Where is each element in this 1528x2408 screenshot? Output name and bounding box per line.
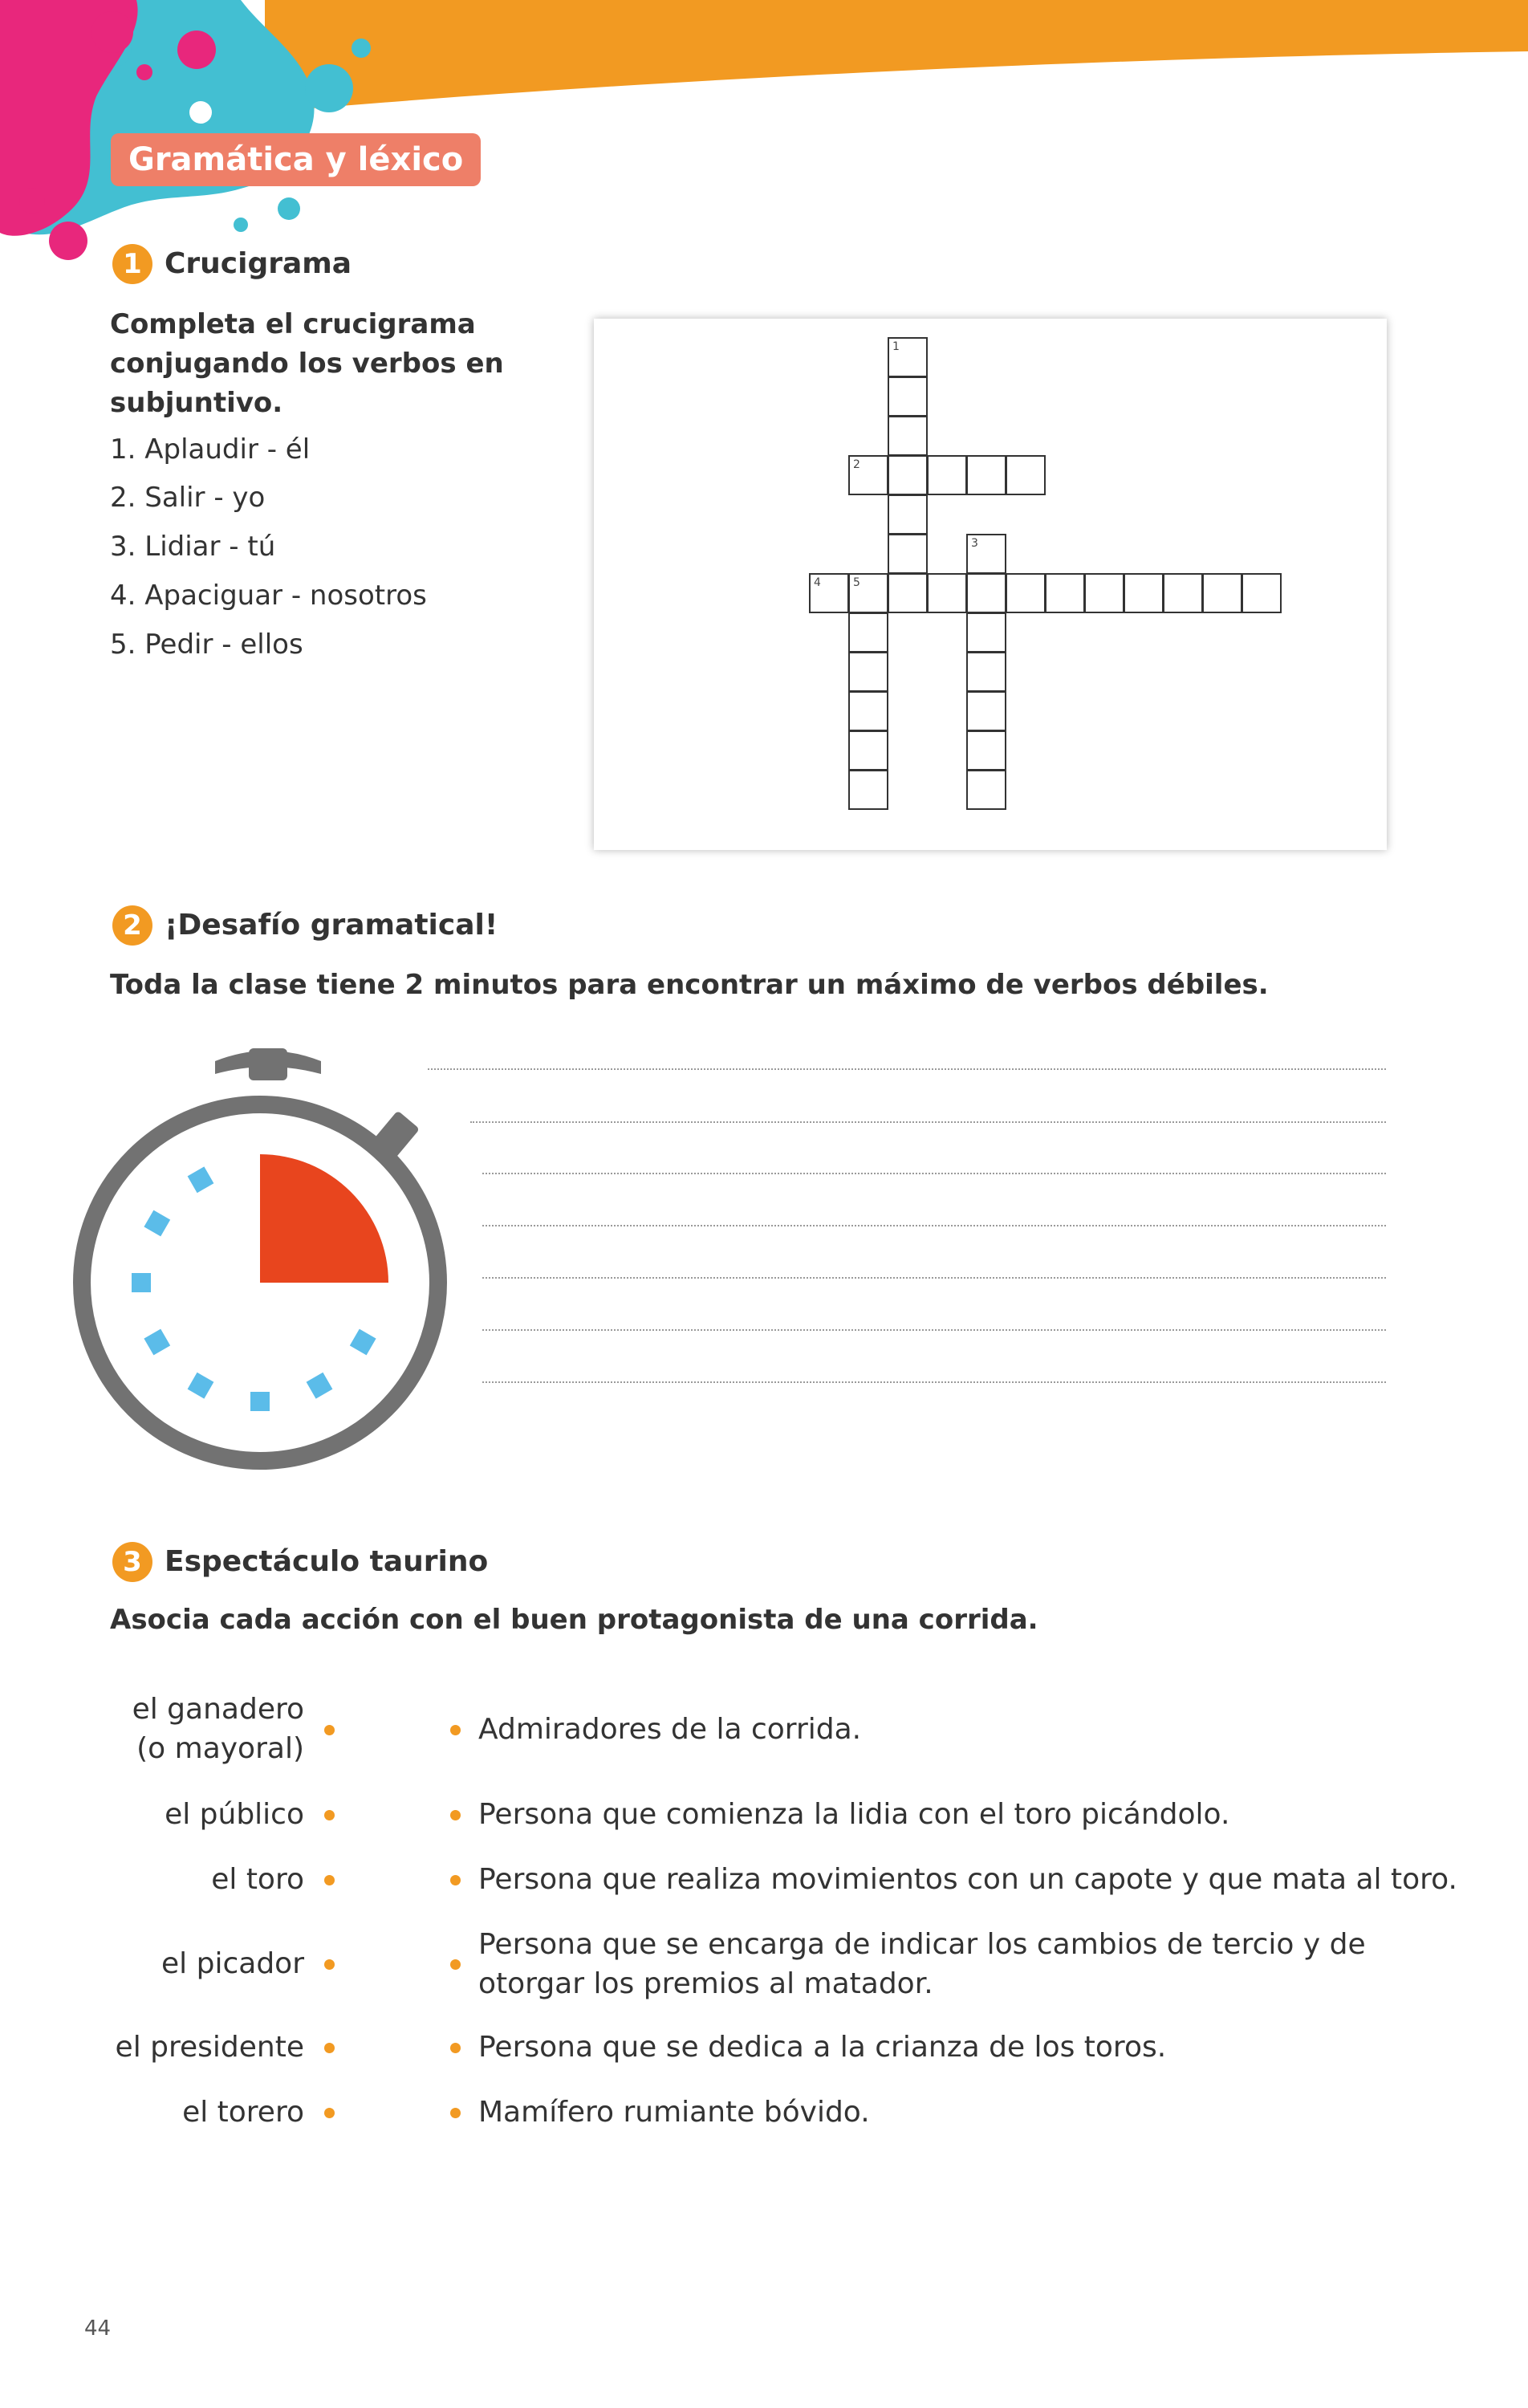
crossword-panel — [594, 319, 1387, 850]
match-dot-right[interactable] — [450, 1810, 461, 1820]
crossword-cell[interactable] — [966, 770, 1006, 810]
match-dot-right[interactable] — [450, 1725, 461, 1735]
protagonist-picador: el picador — [161, 1947, 304, 1980]
match-dot-right[interactable] — [450, 2043, 461, 2053]
crossword-cell[interactable] — [888, 376, 928, 417]
crossword-number: 4 — [814, 576, 821, 589]
protagonist-torero: el torero — [182, 2096, 304, 2129]
exercise-1-title: Crucigrama — [165, 247, 352, 280]
instruction-line: Completa el crucigrama — [110, 308, 476, 340]
exercise-2-number: 2 — [112, 905, 152, 946]
section-title: Gramática y léxico — [111, 133, 481, 186]
crossword-cell[interactable] — [888, 494, 928, 535]
instruction-line: subjuntivo. — [110, 387, 283, 419]
answer-line[interactable] — [482, 1381, 1386, 1383]
exercise-3-title: Espectáculo taurino — [165, 1545, 489, 1578]
exercise-3-instruction: Asocia cada acción con el buen protagonista de una corrida. — [110, 1604, 1038, 1636]
exercise-2-instruction: Toda la clase tiene 2 minutos para encontrar un máximo de verbos débiles. — [110, 969, 1269, 1001]
crossword-cell[interactable] — [1045, 573, 1085, 613]
match-dot-right[interactable] — [450, 1875, 461, 1885]
protagonist-ganadero — [132, 1690, 304, 1768]
match-dot-left[interactable] — [324, 1875, 335, 1885]
match-dot-right[interactable] — [450, 1959, 461, 1970]
crossword-cell[interactable] — [848, 691, 888, 731]
crossword-cell[interactable] — [1006, 573, 1046, 613]
exercise-1-instruction — [110, 305, 504, 423]
orange-banner — [265, 0, 1528, 112]
exercise-2-title: ¡Desafío gramatical! — [165, 909, 498, 942]
crossword-cell[interactable] — [888, 455, 928, 495]
match-dot-left[interactable] — [324, 2043, 335, 2053]
crossword-cell[interactable] — [1242, 573, 1282, 613]
exercise-1-number: 1 — [112, 244, 152, 284]
match-dot-left[interactable] — [324, 1959, 335, 1970]
crossword-cell[interactable] — [848, 730, 888, 771]
crossword-cell[interactable] — [888, 534, 928, 574]
crossword-number: 2 — [853, 458, 860, 471]
crossword-cell[interactable] — [966, 691, 1006, 731]
crossword-cell[interactable] — [1202, 573, 1242, 613]
instruction-line: conjugando los verbos en — [110, 348, 504, 380]
match-dot-left[interactable] — [324, 1810, 335, 1820]
crossword-cell[interactable] — [848, 652, 888, 692]
crossword-cell[interactable] — [1084, 573, 1124, 613]
protagonist-label: el ganadero — [132, 1693, 304, 1726]
definition-item: Admiradores de la corrida. — [478, 1713, 862, 1746]
crossword-number: 1 — [892, 340, 900, 353]
definition-item: Persona que se dedica a la crianza de los toros. — [478, 2031, 1167, 2064]
crossword-cell[interactable] — [966, 730, 1006, 771]
crossword-cell[interactable] — [966, 652, 1006, 692]
protagonist-toro: el toro — [211, 1863, 304, 1896]
crossword-cell[interactable] — [1006, 455, 1046, 495]
crossword-number: 3 — [971, 537, 978, 550]
protagonist-publico: el público — [165, 1798, 304, 1831]
crossword-cell[interactable] — [966, 612, 1006, 653]
stopwatch-icon — [64, 1043, 465, 1493]
crossword-cell[interactable] — [966, 455, 1006, 495]
protagonist-label: (o mayoral) — [136, 1732, 304, 1765]
crossword-cell[interactable] — [848, 612, 888, 653]
crossword-cell[interactable] — [888, 573, 928, 613]
exercise-3-number: 3 — [112, 1542, 152, 1582]
clue-5: 5. Pedir - ellos — [110, 628, 303, 661]
match-dot-right[interactable] — [450, 2108, 461, 2118]
crossword-number: 5 — [853, 576, 860, 589]
crossword-cell[interactable] — [888, 416, 928, 456]
answer-line[interactable] — [482, 1329, 1386, 1331]
page-number: 44 — [84, 2316, 112, 2341]
answer-line[interactable] — [482, 1277, 1386, 1279]
crossword-cell[interactable] — [927, 573, 967, 613]
crossword-cell[interactable] — [966, 573, 1006, 613]
definition-item — [478, 1925, 1366, 2003]
definition-line: otorgar los premios al matador. — [478, 1967, 933, 2000]
answer-line[interactable] — [428, 1068, 1386, 1070]
clue-2: 2. Salir - yo — [110, 482, 266, 514]
crossword-cell[interactable] — [1163, 573, 1203, 613]
timer-tick — [132, 1273, 151, 1292]
definition-item: Persona que realiza movimientos con un capote y que mata al toro. — [478, 1863, 1457, 1896]
answer-line[interactable] — [470, 1121, 1386, 1123]
definition-line: Persona que se encarga de indicar los cambios de tercio y de — [478, 1928, 1366, 1961]
timer-tick — [250, 1392, 270, 1411]
definition-item: Persona que comienza la lidia con el toro picándolo. — [478, 1798, 1230, 1831]
clue-3: 3. Lidiar - tú — [110, 531, 276, 563]
crossword-cell[interactable] — [927, 455, 967, 495]
answer-line[interactable] — [482, 1173, 1386, 1174]
crossword-cell[interactable] — [1124, 573, 1164, 613]
match-dot-left[interactable] — [324, 1725, 335, 1735]
match-dot-left[interactable] — [324, 2108, 335, 2118]
crossword-cell[interactable] — [848, 770, 888, 810]
clue-4: 4. Apaciguar - nosotros — [110, 580, 427, 612]
definition-item: Mamífero rumiante bóvido. — [478, 2096, 870, 2129]
protagonist-presidente: el presidente — [115, 2031, 304, 2064]
clue-1: 1. Aplaudir - él — [110, 433, 311, 466]
answer-line[interactable] — [482, 1225, 1386, 1226]
